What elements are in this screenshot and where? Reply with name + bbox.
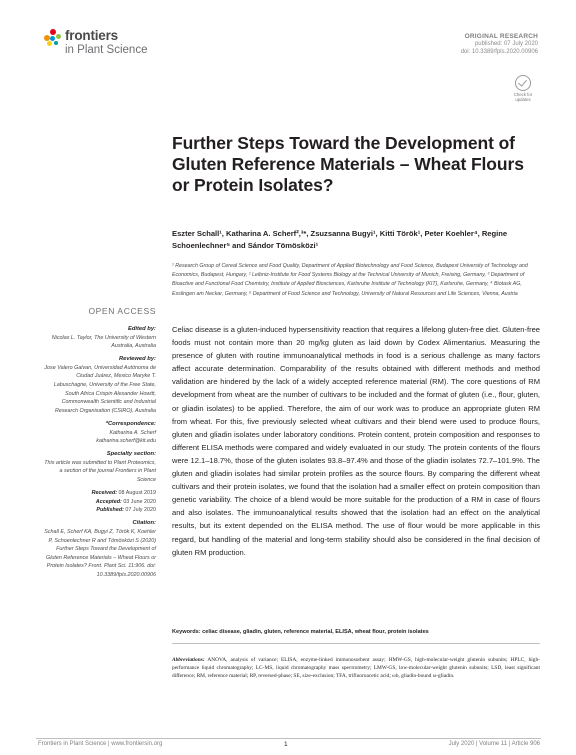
- check-updates-label-2: updates: [515, 97, 531, 102]
- keywords-list: celiac disease, gliadin, gluten, reference material, ELISA, wheat flour, protein isolates: [202, 629, 429, 635]
- check-icon: [515, 75, 531, 91]
- brand-name: frontiers: [65, 28, 118, 43]
- abbreviations-label: Abbreviations:: [172, 657, 205, 663]
- abstract: Celiac disease is a gluten-induced hypersensitivity reaction that requires a lifelong gluten-free diet. Gluten-free foods must not contain more than 20 mg/kg gluten as laid down by Codex Alimentarius. Measuring the presence of gluten with routine immunoanalytical methods in food is a serious challenge as many factors affect accurate determination. Comparability of the results obtained with different methods and method validation are hindered by the lack of a widely accepted reference material (RM). The core questions of RM development from wheat are the number of cultivars to be included and the format of gluten (i.e., flour, gluten, or gliadin isolates) to be applied. Therefore, the aim of our work was to produce an appropriate gluten RM from wheat. For this, five previously selected wheat cultivars and their blend were used to produce flours, gluten and gliadin isolates under laboratory conditions. Protein content, protein composition and responses to different ELISA methods were compared and widely evaluated in our study. The protein contents of the flours were 12.1–18.7%, those of the gluten isolates 93.8–97.4% and those of the gliadin isolates 72.7–101.9%. The gluten and gliadin isolates had similar protein profiles as the source flours. By comparing the different wheat cultivars and their protein isolates, we found that the isolation had a smaller effect on protein composition than genetic variability. The choice of a blend would be more suitable for the production of a RM in case of flours and also isolates. The immunoanalytical results showed that the isolation had an effect on the analytical results, but its extent depended on the ELISA method. The use of flour would be more applicable in this regard, but handling of the material and long-term stability should also be considered in the final decision of gluten RM production.: [172, 325, 540, 557]
- edited-by: Nicolas L. Taylor, The University of Western Australia, Australia: [51, 334, 156, 350]
- received-date: Received: 08 August 2019: [91, 490, 156, 497]
- footer-journal-link[interactable]: Frontiers in Plant Science | www.frontiersin.org: [38, 741, 163, 747]
- article-type: ORIGINAL RESEARCH: [464, 33, 538, 40]
- citation: Schall E, Scherf KA, Bugyi Z, Török K, Koehler P, Schoenlechner R and Tömösközi S (2020) Further Steps Toward the Development of Gluten Reference Materials – Wheat Flours or Protein Isolates? Front. Plant Sci. 11:906. doi: 10.3389/fpls.2020.00906: [44, 528, 156, 578]
- keywords-label: Keywords:: [172, 629, 201, 635]
- published-date: published: 07 July 2020: [474, 41, 538, 47]
- correspondence-email[interactable]: katharina.scherf@kit.edu: [96, 438, 156, 445]
- edited-by-label: Edited by:: [127, 326, 156, 332]
- article-info-sidebar: [42, 325, 156, 584]
- author-list: Eszter Schall¹, Katharina A. Scherf²,³*, Zsuzsanna Bugyi¹, Kitti Török¹, Peter Koehler⁴, Regine Schoenlechner⁵ and Sándor Tömösközi¹: [172, 229, 508, 250]
- correspondence-label: *Correspondence:: [105, 420, 156, 427]
- article-header-meta: [461, 33, 538, 56]
- frontiers-logo-icon: [44, 29, 62, 47]
- footer-divider: [36, 738, 541, 739]
- open-access-label: OPEN ACCESS: [88, 306, 156, 316]
- abbreviations: [172, 656, 540, 680]
- article-title: Further Steps Toward the Development of Gluten Reference Materials – Wheat Flours or Protein Isolates?: [172, 133, 524, 195]
- reviewed-by: Jose Valero Galvan, Universidad Autónoma de Ciudad Juárez, Mexico Maryke T. Labuschagne, University of the Free State, South Africa Crispin Alexander Howitt, Commonwealth Scientific and Industrial Research Organisation (CSIRO), Australia: [44, 364, 156, 414]
- check-updates-label: Check for: [513, 92, 533, 97]
- affiliations: ¹ Research Group of Cereal Science and Food Quality, Department of Applied Biotechnology and Food Science, Budapest University of Technology and Economics, Budapest, Hungary, ² Leibniz-Institute for Food Systems Biology at the Technical University of Munich, Freising, Germany, ³ Department of Bioactive and Functional Food Chemistry, Institute of Applied Biosciences, Karlsruhe Institute of Technology (KIT), Karlsruhe, Germany, ⁴ Biotask AG, Esslingen am Neckar, Germany, ⁵ Department of Food Science and Technology, University of Natural Resources and Life Sciences, Vienna, Austria: [172, 263, 528, 297]
- doi[interactable]: doi: 10.3389/fpls.2020.00906: [460, 49, 538, 55]
- page-number: 1: [284, 741, 288, 748]
- published-date-sidebar: Published: 07 July 2020: [96, 507, 156, 514]
- correspondence-name: Katharina A. Scherf: [109, 429, 156, 436]
- keywords-divider: [172, 643, 540, 644]
- check-for-updates-badge[interactable]: [510, 75, 536, 107]
- abbreviations-text: ANOVA, analysis of variance; ELISA, enzyme-linked immunosorbent assay; HMW-GS, high-molecular-weight glutenin subunits; HPLC, high-performance liquid chromatography; LC-MS, liquid chromatography mass spectrometry; LMW-GS, low-molecular-weight glutenin subunits; LSD, least significant difference; RM, reference material; RP, reversed-phase; SE, size-exclusion; TFA, trifluoroacetic acid; ωb, gliadin-bound ω-gliadin.: [172, 657, 540, 680]
- footer-issue-info: July 2020 | Volume 11 | Article 906: [448, 741, 540, 747]
- citation-label: Citation:: [132, 520, 156, 527]
- reviewed-by-label: Reviewed by:: [118, 356, 156, 363]
- accepted-date: Accepted: 03 June 2020: [95, 498, 156, 505]
- frontiers-logo[interactable]: [44, 27, 184, 63]
- journal-name: in Plant Science: [65, 44, 148, 56]
- specialty-section-label: Specialty section:: [106, 451, 156, 458]
- specialty-section: This article was submitted to Plant Proteomics, a section of the journal Frontiers in Plant Science: [44, 459, 156, 483]
- keywords: [172, 629, 540, 635]
